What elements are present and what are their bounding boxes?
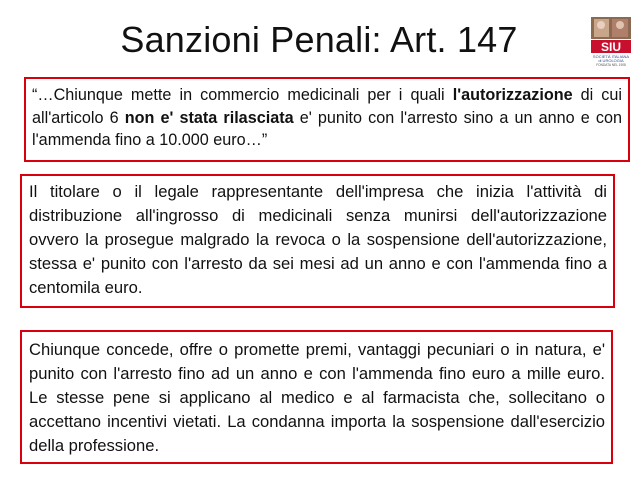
logo-text: SIU xyxy=(600,40,622,54)
quote-bold-2: non e' stata rilasciata xyxy=(124,108,294,127)
distribution-penalty-box xyxy=(20,174,615,308)
quote-box xyxy=(24,77,630,162)
logo-caption-1: SOCIETÀ ITALIANA xyxy=(592,54,630,59)
logo-caption-3: FONDATA NEL 1908 xyxy=(596,63,626,66)
quote-part-2: di cui all'articolo 6 xyxy=(32,86,622,127)
incentive-penalty-text: Chiunque concede, offre o promette premi, vantaggi pecuniari o in natura, e' punito con l'arresto fino ad un anno e con l'ammenda fino euro a mille euro. Le stesse pene si applicano al medico e al farmacista che, sollecitano o accettano incentivi vietati. La condanna importa la sospensione dall'esercizio della professione. xyxy=(29,340,605,455)
distribution-penalty-text: Il titolare o il legale rappresentante dell'impresa che inizia l'attività di distribuzione all'ingrosso di medicinali senza munirsi dell'autorizzazione ovvero la prosegue malgrado la revoca o la sospensione dell'autorizzazione, stessa e' punito con l'arresto da sei mesi ad un anno e con l'ammenda fino a centomila euro. xyxy=(29,182,607,297)
siu-logo xyxy=(587,16,635,66)
incentive-penalty-box xyxy=(20,330,613,464)
logo-face-right xyxy=(616,21,624,29)
quote-part-1: “…Chiunque mette in commercio medicinali per i quali xyxy=(32,86,453,104)
siu-logo-icon xyxy=(587,16,635,66)
quote-part-3: e' punito con l'arresto sino a un anno e con l'ammenda fino a 10.000 euro…” xyxy=(32,108,622,149)
slide-title: Sanzioni Penali: Art. 147 xyxy=(120,19,518,60)
quote-bold-1: l'autorizzazione xyxy=(452,86,573,104)
quote-text xyxy=(32,84,622,152)
logo-caption-2: di UROLOGIA xyxy=(598,58,624,63)
logo-face-left xyxy=(597,21,605,29)
